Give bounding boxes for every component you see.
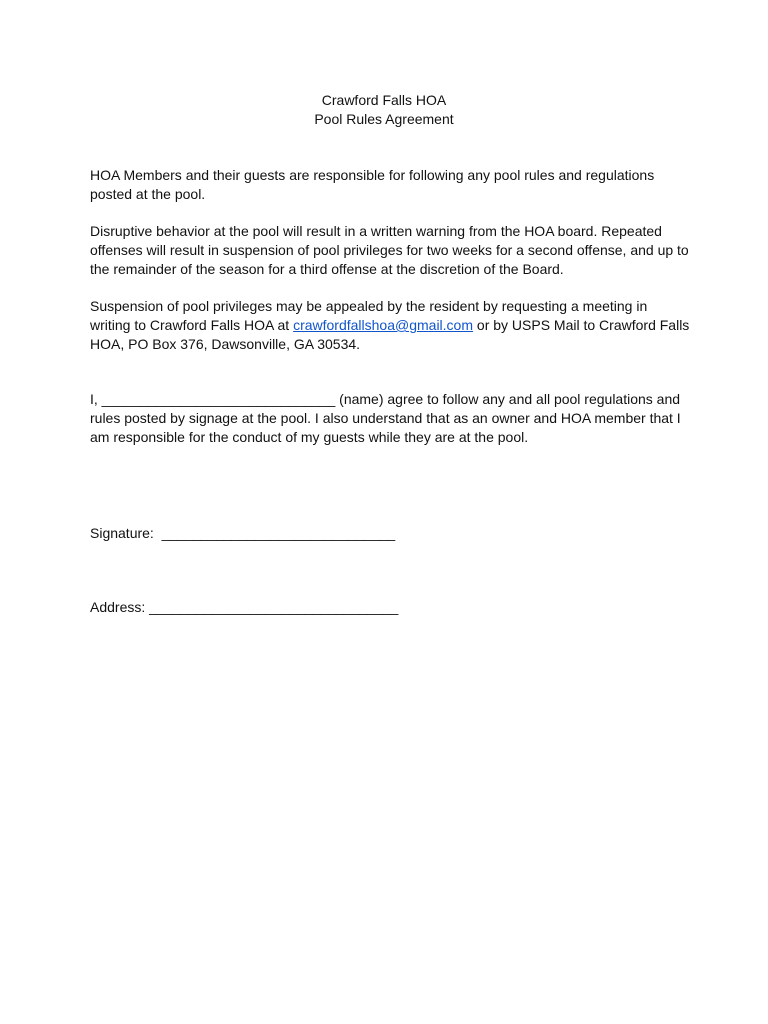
document-subtitle: Pool Rules Agreement bbox=[314, 111, 454, 127]
address-row bbox=[90, 598, 398, 617]
document-header bbox=[0, 91, 768, 129]
paragraph-appeal bbox=[90, 297, 690, 354]
address-blank-line: ________________________________ bbox=[149, 599, 399, 615]
agreement-text: (name) agree to follow any and all pool regulations and rules posted by signage at the pool. I also understand that as an owner and HOA member that I am responsible for the conduct of my guests while they are at the pool. bbox=[90, 391, 681, 445]
appeal-text-before: Suspension of pool privileges may be appealed by the resident by requesting a meeting in writing to Crawford Falls HOA at bbox=[90, 298, 648, 333]
paragraph-disruptive-behavior: Disruptive behavior at the pool will result in a written warning from the HOA board. Repeated offenses will result in suspension of pool privileges for two weeks for a second offense, and up to the remainder of the season for a third offense at the discretion of the Board. bbox=[90, 223, 689, 277]
address-label: Address: bbox=[90, 599, 150, 615]
agreement-prefix: I, bbox=[90, 391, 102, 407]
signature-label: Signature: bbox=[90, 525, 162, 541]
appeal-text-after: or by USPS Mail to Crawford Falls HOA, PO Box 376, Dawsonville, GA 30534. bbox=[90, 317, 690, 352]
document-title: Crawford Falls HOA bbox=[321, 92, 447, 108]
signature-row bbox=[90, 524, 395, 543]
document-body bbox=[90, 166, 690, 465]
signature-blank-line: ______________________________ bbox=[161, 525, 396, 541]
name-blank-line: ______________________________ bbox=[101, 391, 336, 407]
email-link[interactable]: crawfordfallshoa@gmail.com bbox=[293, 317, 474, 333]
paragraph-responsibility: HOA Members and their guests are responsible for following any pool rules and regulations posted at the pool. bbox=[90, 167, 655, 202]
paragraph-agreement bbox=[90, 390, 686, 447]
